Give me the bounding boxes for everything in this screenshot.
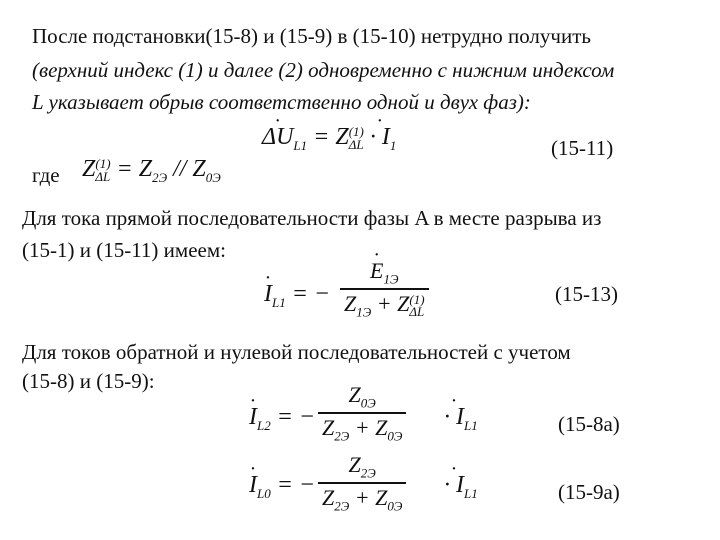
eq-15-13-denominator (340, 291, 429, 320)
eq-15-9a-num-z: Z (348, 452, 361, 477)
eq-15-13-den-b-sub: ΔL (409, 303, 425, 319)
eq-15-13-eq: = − (291, 281, 331, 307)
intro-line-1: После подстановки(15-8) и (15-9) в (15-10) нетрудно получить (32, 24, 591, 48)
eq-15-8a-den-a-sub: 2Э (334, 428, 350, 444)
para2-line-1: Для тока прямой последовательности фазы A в месте разрыва из (22, 206, 602, 230)
eq-15-9a-den-a-sub: 2Э (334, 498, 350, 514)
eq-number-15-11: (15-11) (551, 136, 614, 160)
eq-15-13-lhs (264, 281, 330, 311)
eq-15-8a-fraction (318, 382, 406, 444)
eq-15-13-fraction (340, 258, 429, 320)
eq-15-11-eq: = Z (313, 124, 349, 150)
eq-15-8a-num-sub: 0Э (360, 395, 376, 411)
eq-15-9a-fraction (318, 452, 406, 514)
eq-15-8a-den-plus: + Z (349, 414, 388, 440)
eq-15-9a-eq: = − (276, 472, 316, 498)
eq-number-15-8a: (15-8а) (558, 412, 620, 436)
eq-15-8a-denominator (318, 415, 406, 444)
para3-line-2: (15-8) и (15-9): (22, 369, 155, 393)
eq-15-9a-den-b-sub: 0Э (387, 498, 403, 514)
eq-15-13-den-a-sub: 1Э (356, 304, 372, 320)
eq-15-13-lhs-sub: L1 (272, 294, 286, 310)
eq-15-13-den-b-sup: (1) (409, 291, 425, 307)
eq-15-13-den-plus: + Z (371, 290, 410, 316)
eq-15-8a-num-z: Z (348, 382, 361, 407)
eq-15-9a-rhs-symbol: · · I (444, 472, 464, 499)
eq-15-9a-rhs-sub: L1 (464, 485, 478, 501)
where-z-sup: (1) (95, 156, 111, 172)
para2-line-2: (15-1) и (15-11) имеем: (22, 238, 226, 262)
eq-15-9a-lhs-sub: L0 (257, 485, 271, 501)
where-z: Z (82, 156, 96, 182)
eq-15-11-rhs-sub: 1 (389, 137, 397, 153)
where-label: где (32, 163, 60, 187)
eq-15-8a-eq: = − (276, 404, 316, 430)
where-formula (82, 156, 221, 186)
eq-15-13-den-a: Z (344, 290, 357, 316)
where-z-sub: ΔL (95, 169, 111, 185)
eq-15-8a-rhs-symbol: · · I (444, 404, 464, 431)
eq-15-9a-fraction-bar (318, 482, 406, 484)
eq-15-8a-den-b-sub: 0Э (387, 428, 403, 444)
eq-15-11-lhs-sub: L1 (293, 137, 308, 153)
intro-line-2: (верхний индекс (1) и далее (2) одновременно с нижним индексом (32, 58, 615, 82)
eq-15-11-lhs: · ΔU (262, 124, 293, 151)
eq-15-11-z-sub: ΔL (348, 137, 364, 153)
eq-15-13-num-sub: 1Э (383, 271, 399, 287)
eq-15-8a-den-a: Z (322, 414, 335, 440)
eq-15-8a-fraction-bar (318, 412, 406, 414)
eq-15-9a-rhs (444, 472, 478, 502)
eq-15-9a-numerator (345, 452, 380, 481)
eq-15-9a-den-plus: + Z (349, 484, 388, 510)
where-end-sub: 0Э (205, 169, 221, 185)
eq-15-8a-lhs (249, 404, 315, 434)
eq-15-13-numerator (366, 258, 402, 287)
eq-15-8a-rhs (444, 404, 478, 434)
eq-15-9a-denominator (318, 485, 406, 514)
eq-15-13-fraction-bar (340, 288, 429, 290)
where-mid: = Z (116, 156, 153, 182)
where-sep: // Z (173, 156, 206, 182)
eq-15-8a-lhs-symbol: · I (249, 404, 257, 431)
eq-number-15-9a: (15-9а) (558, 480, 620, 504)
eq-15-8a-rhs-sub: L1 (464, 417, 478, 433)
eq-15-9a-lhs (249, 472, 315, 502)
intro-line-3: L указывает обрыв соответственно одной и двух фаз): (32, 90, 531, 114)
where-mid-sub: 2Э (152, 169, 168, 185)
eq-15-11-rhs: · · I (370, 124, 390, 151)
eq-15-11-z-sup: (1) (348, 124, 364, 140)
eq-15-13-num-e: · E (370, 258, 383, 284)
eq-15-8a-numerator (345, 382, 380, 411)
para3-line-1: Для токов обратной и нулевой последовательностей с учетом (22, 340, 571, 364)
eq-15-13-lhs-symbol: · I (264, 281, 272, 308)
eq-15-8a-lhs-sub: L2 (257, 417, 271, 433)
eq-15-9a-lhs-symbol: · I (249, 472, 257, 499)
eq-15-9a-den-a: Z (322, 484, 335, 510)
eq-15-9a-num-sub: 2Э (360, 465, 376, 481)
eq-number-15-13: (15-13) (555, 282, 618, 306)
equation-15-11 (262, 124, 396, 154)
